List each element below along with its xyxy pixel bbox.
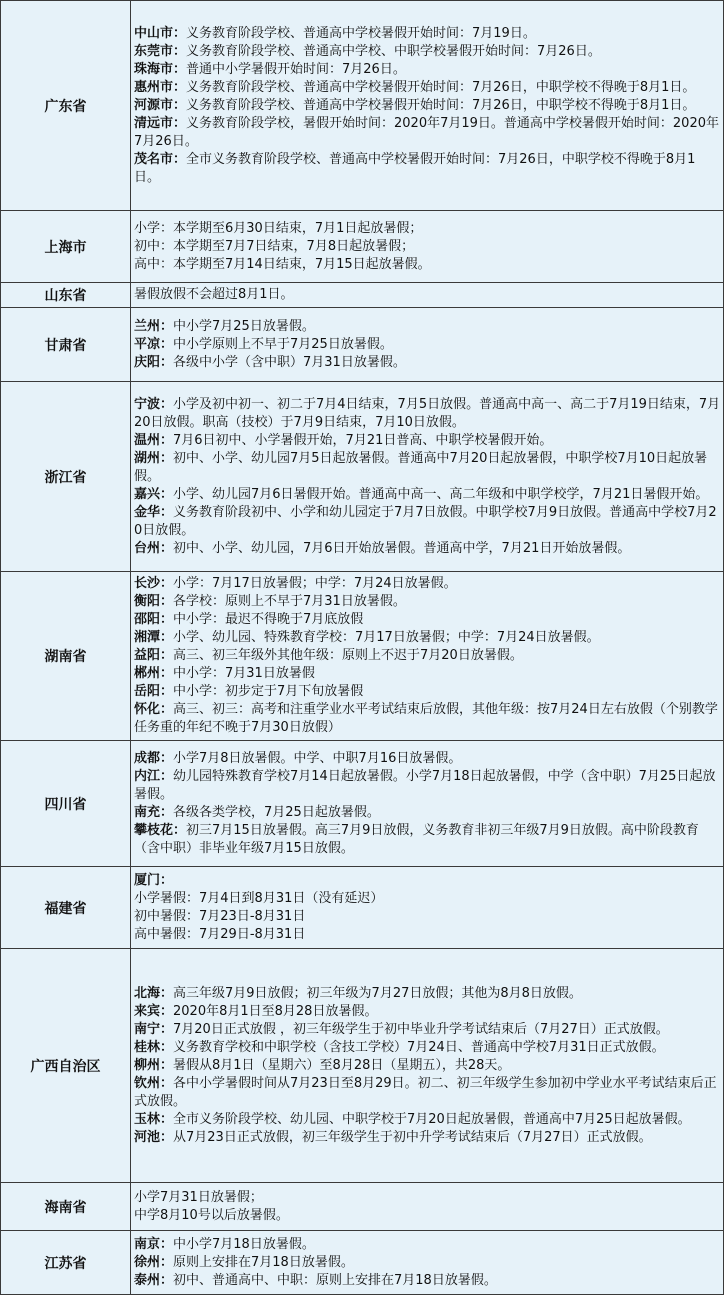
- schedule-text: 高中：本学期至7月14日结束，7月15日起放暑假。: [134, 256, 431, 272]
- schedule-line: [134, 804, 721, 822]
- city-name: 泰州：: [134, 1272, 174, 1288]
- city-name: 来宾：: [134, 1003, 174, 1019]
- province-cell: 山东省: [1, 283, 131, 308]
- table-row: [1, 211, 724, 283]
- table-row: [1, 1231, 724, 1295]
- schedule-line: [134, 336, 721, 354]
- schedule-line: [134, 822, 721, 858]
- schedule-text: 中学8月10号以后放暑假。: [134, 1207, 289, 1223]
- schedule-text: 小学7月8日放暑假。中学、中职7月16日放暑假。: [173, 750, 462, 766]
- city-name: 嘉兴：: [134, 486, 174, 502]
- city-name: 中山市：: [134, 25, 187, 41]
- schedule-line: [134, 1189, 721, 1207]
- schedule-text: 高三、初三：高考和注重学业水平考试结束后放假，其他年级：按7月24日左右放假（个别教学任务重的年纪不晚于7月30日放假）: [134, 702, 718, 735]
- schedule-text: 从7月23日正式放假，初三年级学生于初中升学考试结束后（7月27日）正式放假。: [173, 1129, 652, 1145]
- schedule-line: [134, 750, 721, 768]
- details-cell: [131, 949, 724, 1183]
- city-name: 南宁：: [134, 1021, 174, 1037]
- schedule-text: 7月6日初中、小学暑假开始，7月21日普高、中职学校暑假开始。: [173, 432, 553, 448]
- schedule-line: [134, 1272, 721, 1290]
- schedule-line: [134, 1021, 721, 1039]
- schedule-text: 初中、小学、幼儿园7月5日起放暑假。普通高中7月20日起放暑假，中职学校7月10日起放暑假。: [134, 450, 708, 484]
- city-name: 成都：: [134, 750, 174, 766]
- schedule-text: 小学：7月17日放暑假；中学：7月24日放暑假。: [173, 576, 457, 591]
- city-name: 珠海市：: [134, 61, 187, 77]
- schedule-line: [134, 985, 721, 1003]
- city-name: 惠州市：: [134, 79, 187, 95]
- province-cell: 四川省: [1, 741, 131, 867]
- city-name: 攀枝花：: [134, 822, 187, 838]
- details-cell: [131, 1231, 724, 1295]
- province-cell: 广东省: [1, 1, 131, 211]
- city-name: 湖州：: [134, 450, 174, 466]
- schedule-text: 普通中小学暑假开始时间：7月26日。: [186, 61, 406, 77]
- city-name: 钦州：: [134, 1075, 174, 1091]
- schedule-text: 中小学：初步定于7月下旬放暑假: [173, 684, 364, 699]
- schedule-line: [134, 683, 721, 701]
- schedule-line: [134, 79, 721, 97]
- schedule-text: 各学校：原则上不早于7月31日放暑假。: [173, 594, 406, 609]
- schedule-line: [134, 890, 721, 908]
- schedule-line: [134, 1111, 721, 1129]
- schedule-line: [134, 611, 721, 629]
- schedule-text: 全市义务阶段学校、幼儿园、中职学校于7月20日起放暑假，普通高中7月25日起放暑假。: [173, 1111, 691, 1127]
- schedule-text: 高三、初三年级外其他年级：原则上不迟于7月20日放暑假。: [173, 648, 523, 663]
- schedule-line: [134, 872, 721, 890]
- schedule-text: 中小学7月18日放暑假。: [173, 1236, 315, 1252]
- table-row: [1, 949, 724, 1183]
- table-row: [1, 867, 724, 949]
- province-cell: 甘肃省: [1, 308, 131, 382]
- table-body: [1, 1, 724, 1295]
- schedule-text: 原则上安排在7月18日放暑假。: [173, 1254, 354, 1270]
- schedule-text: 初中：本学期至7月7日结束，7月8日起放暑假；: [134, 238, 415, 254]
- city-name: 衡阳：: [134, 594, 174, 609]
- city-name: 宁波：: [134, 396, 174, 412]
- schedule-line: [134, 450, 721, 486]
- schedule-line: [134, 1129, 721, 1147]
- schedule-line: [134, 1057, 721, 1075]
- details-cell: [131, 211, 724, 283]
- schedule-line: [134, 593, 721, 611]
- details-cell: [131, 308, 724, 382]
- schedule-line: [134, 286, 721, 304]
- schedule-text: 义务教育阶段学校、普通高中学校暑假开始时间：7月26日，中职学校不得晚于8月1日。: [186, 79, 696, 95]
- details-cell: [131, 572, 724, 741]
- schedule-line: [134, 486, 721, 504]
- schedule-line: [134, 629, 721, 647]
- schedule-line: [134, 1039, 721, 1057]
- schedule-text: 中小学原则上不早于7月25日放暑假。: [173, 336, 393, 352]
- details-cell: [131, 382, 724, 572]
- schedule-text: 初三7月15日放暑假。高三7月9日放假，义务教育非初三年级7月9日放假。高中阶段教育（含中职）非毕业年级7月15日放假。: [134, 822, 699, 856]
- city-name: 岳阳：: [134, 684, 174, 699]
- schedule-text: 高中暑假：7月29日-8月31日: [134, 926, 306, 942]
- schedule-text: 小学、幼儿园、特殊教育学校：7月17日放暑假；中学：7月24日放暑假。: [173, 630, 600, 645]
- schedule-line: [134, 647, 721, 665]
- schedule-line: [134, 1075, 721, 1111]
- schedule-line: [134, 396, 721, 432]
- schedule-text: 小学及初中初一、初二于7月4日结束，7月5日放假。普通高中高一、高二于7月19日结束，7月20日放假。职高（技校）于7月9日结束，7月10日放假。: [134, 396, 721, 430]
- schedule-line: [134, 432, 721, 450]
- schedule-text: 中小学：最迟不得晚于7月底放假: [173, 612, 364, 627]
- schedule-text: 全市义务教育阶段学校、普通高中学校暑假开始时间：7月26日，中职学校不得晚于8月1日。: [134, 151, 696, 185]
- city-name: 南京：: [134, 1236, 174, 1252]
- schedule-text: 义务教育阶段学校、普通高中学校、中职学校暑假开始时间：7月26日。: [186, 43, 601, 59]
- city-name: 温州：: [134, 432, 174, 448]
- schedule-text: 暑假从8月1日（星期六）至8月28日（星期五），共28天。: [173, 1057, 511, 1073]
- schedule-line: [134, 665, 721, 683]
- schedule-line: [134, 43, 721, 61]
- city-name: 桂林：: [134, 1039, 174, 1055]
- province-cell: 江苏省: [1, 1231, 131, 1295]
- schedule-text: 暑假放假不会超过8月1日。: [134, 287, 294, 302]
- details-cell: [131, 741, 724, 867]
- schedule-line: [134, 61, 721, 79]
- city-name: 茂名市：: [134, 151, 187, 167]
- city-name: 南充：: [134, 804, 174, 820]
- schedule-line: [134, 256, 721, 274]
- schedule-line: [134, 768, 721, 804]
- schedule-line: [134, 908, 721, 926]
- schedule-line: [134, 97, 721, 115]
- schedule-text: 义务教育阶段学校、普通高中学校暑假开始时间：7月26日，中职学校不得晚于8月1日。: [186, 97, 696, 113]
- city-name: 邵阳：: [134, 612, 174, 627]
- city-name: 柳州：: [134, 1057, 174, 1073]
- city-name: 郴州：: [134, 666, 174, 681]
- schedule-text: 小学、幼儿园7月6日暑假开始。普通高中高一、高二年级和中职学校学，7月21日暑假开始。: [173, 486, 709, 502]
- details-cell: [131, 1183, 724, 1231]
- city-name: 湘潭：: [134, 630, 174, 645]
- schedule-text: 小学7月31日放暑假；: [134, 1189, 263, 1205]
- schedule-text: 2020年8月1日至8月28日放暑假。: [173, 1003, 378, 1019]
- schedule-line: [134, 115, 721, 151]
- schedule-line: [134, 1003, 721, 1021]
- city-name: 益阳：: [134, 648, 174, 663]
- province-cell: 湖南省: [1, 572, 131, 741]
- city-name: 清远市：: [134, 115, 187, 131]
- table-row: [1, 1, 724, 211]
- schedule-line: [134, 504, 721, 540]
- city-name: 长沙：: [134, 576, 174, 591]
- schedule-text: 中小学：7月31日放暑假: [173, 666, 315, 681]
- schedule-text: 义务教育学校和中职学校（含技工学校）7月24日、普通高中学校7月31日正式放假。: [173, 1039, 665, 1055]
- schedule-line: [134, 151, 721, 187]
- city-name: 兰州：: [134, 318, 174, 334]
- city-name: 庆阳：: [134, 354, 174, 370]
- schedule-text: 幼儿园特殊教育学校7月14日起放暑假。小学7月18日起放暑假，中学（含中职）7月25日起放暑假。: [134, 768, 716, 802]
- schedule-line: [134, 575, 721, 593]
- table-row: [1, 741, 724, 867]
- city-name: 平凉：: [134, 336, 174, 352]
- table-row: [1, 283, 724, 308]
- schedule-line: [134, 354, 721, 372]
- province-cell: 福建省: [1, 867, 131, 949]
- city-name: 玉林：: [134, 1111, 174, 1127]
- schedule-line: [134, 318, 721, 336]
- schedule-line: [134, 25, 721, 43]
- schedule-text: 初中、普通高中、中职：原则上安排在7月18日放暑假。: [173, 1272, 497, 1288]
- schedule-text: 各级各类学校，7月25日起放暑假。: [173, 804, 380, 820]
- schedule-line: [134, 220, 721, 238]
- city-name: 内江：: [134, 768, 174, 784]
- province-cell: 浙江省: [1, 382, 131, 572]
- city-name: 徐州：: [134, 1254, 174, 1270]
- schedule-line: [134, 1207, 721, 1225]
- schedule-text: 义务教育阶段学校、普通高中学校暑假开始时间：7月19日。: [186, 25, 536, 41]
- schedule-text: 初中、小学、幼儿园，7月6日开始放暑假。普通高中学，7月21日开始放暑假。: [173, 540, 631, 556]
- schedule-text: 7月20日正式放假 ，初三年级学生于初中毕业升学考试结束后（7月27日）正式放假。: [173, 1021, 669, 1037]
- table-row: [1, 382, 724, 572]
- city-name: 北海：: [134, 985, 174, 1001]
- schedule-text: 义务教育阶段初中、小学和幼儿园定于7月7日放假。中职学校7月9日放假。普通高中学校7月20日放假。: [134, 504, 717, 538]
- city-name: 金华：: [134, 504, 174, 520]
- schedule-text: 各级中小学（含中职）7月31日放暑假。: [173, 354, 406, 370]
- schedule-text: 各中小学暑假时间从7月23日至8月29日。初二、初三年级学生参加初中学业水平考试结束后正式放假。: [134, 1075, 717, 1109]
- table-row: [1, 308, 724, 382]
- table-row: [1, 1183, 724, 1231]
- schedule-line: [134, 540, 721, 558]
- city-name: 河池：: [134, 1129, 174, 1145]
- schedule-line: [134, 1254, 721, 1272]
- schedule-line: [134, 238, 721, 256]
- city-name: 河源市：: [134, 97, 187, 113]
- city-name: 台州：: [134, 540, 174, 556]
- details-cell: [131, 1, 724, 211]
- province-cell: 上海市: [1, 211, 131, 283]
- table-row: [1, 572, 724, 741]
- schedule-text: 小学：本学期至6月30日结束，7月1日起放暑假；: [134, 220, 423, 236]
- city-name: 怀化：: [134, 702, 174, 717]
- details-cell: [131, 867, 724, 949]
- details-cell: [131, 283, 724, 308]
- schedule-text: 小学暑假：7月4日到8月31日（没有延迟）: [134, 890, 384, 906]
- city-name: 东莞市：: [134, 43, 187, 59]
- schedule-text: 中小学7月25日放暑假。: [173, 318, 315, 334]
- schedule-line: [134, 926, 721, 944]
- province-cell: 海南省: [1, 1183, 131, 1231]
- city-name: 厦门：: [134, 872, 174, 888]
- province-cell: 广西自治区: [1, 949, 131, 1183]
- schedule-text: 高三年级7月9日放假；初三年级为7月27日放假；其他为8月8日放假。: [173, 985, 582, 1001]
- schedule-line: [134, 1236, 721, 1254]
- schedule-line: [134, 701, 721, 737]
- schedule-text: 义务教育阶段学校，暑假开始时间：2020年7月19日。普通高中学校暑假开始时间：2020年7月26日。: [134, 115, 719, 149]
- schedule-text: 初中暑假：7月23日-8月31日: [134, 908, 306, 924]
